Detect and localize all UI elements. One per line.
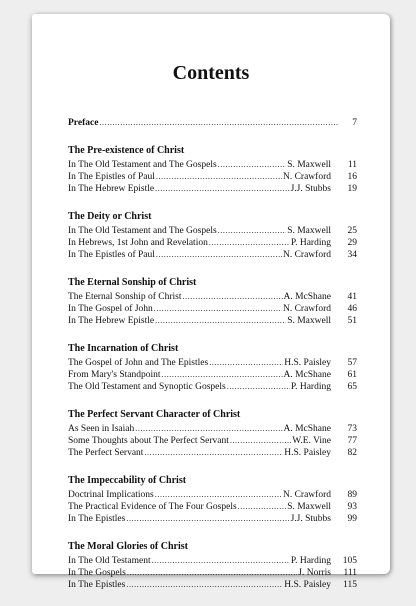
entry-title: Some Thoughts about The Perfect Servant (68, 436, 229, 446)
toc-row (68, 567, 357, 579)
toc-row (68, 291, 357, 303)
section-heading: The Eternal Sonship of Christ (68, 277, 197, 288)
toc-row (68, 579, 357, 591)
dot-leader (127, 567, 297, 579)
toc-section (68, 144, 357, 195)
toc-section (68, 540, 357, 591)
dot-leader (209, 237, 290, 249)
dot-leader (99, 117, 338, 129)
entry-title: In Hebrews, 1st John and Revelation (68, 238, 208, 248)
section-heading: The Deity or Christ (68, 211, 152, 222)
page-number: 77 (347, 436, 357, 446)
entry-author: N. Crawford (282, 304, 331, 314)
entry-title: In The Gospel of John (68, 304, 153, 314)
page-number: 41 (347, 292, 357, 302)
page-number: 16 (347, 172, 357, 182)
entry-author: S. Maxwell (287, 502, 331, 512)
entry-title: In The Old Testament and The Gospels (68, 226, 217, 236)
toc-row (68, 423, 357, 435)
dot-leader (154, 303, 282, 315)
toc-row (68, 381, 357, 393)
toc-row (68, 183, 357, 195)
toc-section (68, 474, 357, 525)
dot-leader (155, 315, 286, 327)
entry-author: J. Norris (298, 568, 331, 578)
preface-entry (68, 117, 357, 129)
dot-leader (155, 489, 282, 501)
table-of-contents (68, 117, 357, 606)
entry-author: A. McShane (283, 424, 331, 434)
entry-title: Doctrinal Implications (68, 490, 154, 500)
dot-leader (156, 171, 282, 183)
dot-leader (218, 225, 287, 237)
toc-section (68, 210, 357, 261)
page-number: 61 (347, 370, 357, 380)
toc-row (68, 435, 357, 447)
page-number: 11 (347, 160, 357, 170)
entry-author: P. Harding (290, 238, 331, 248)
dot-leader (230, 435, 291, 447)
toc-section (68, 408, 357, 459)
entry-title: From Mary's Standpoint (68, 370, 161, 380)
entry-title: The Eternal Sonship of Christ (68, 292, 182, 302)
page-number: 46 (347, 304, 357, 314)
entry-title: In The Epistles (68, 514, 126, 524)
entry-author: W.E. Vine (292, 436, 331, 446)
entry-title: The Gospel of John and The Epistles (68, 358, 209, 368)
entry-author: N. Crawford (282, 490, 331, 500)
toc-row (68, 249, 357, 261)
toc-row (68, 117, 357, 129)
entry-author: S. Maxwell (287, 316, 331, 326)
dot-leader (126, 513, 289, 525)
page-number: 99 (347, 514, 357, 524)
dot-leader (162, 369, 283, 381)
toc-row (68, 159, 357, 171)
entry-author: S. Maxwell (287, 226, 331, 236)
page-number: 115 (343, 580, 357, 590)
toc-row (68, 315, 357, 327)
page-number: 89 (347, 490, 357, 500)
entry-author: S. Maxwell (287, 160, 331, 170)
entry-author: H.S. Paisley (284, 580, 331, 590)
dot-leader (135, 423, 282, 435)
page-number: 65 (347, 382, 357, 392)
dot-leader (152, 555, 290, 567)
page-number: 51 (347, 316, 357, 326)
toc-row (68, 171, 357, 183)
dot-leader (218, 159, 287, 171)
section-heading: The Pre-existence of Christ (68, 145, 185, 156)
entry-author: A. McShane (283, 370, 331, 380)
page-number: 25 (347, 226, 357, 236)
page-number: 7 (352, 118, 357, 128)
dot-leader (126, 579, 283, 591)
entry-title: In The Old Testament (68, 556, 151, 566)
entry-title: The Perfect Servant (68, 448, 144, 458)
page-number: 19 (347, 184, 357, 194)
section-heading: The Impeccability of Christ (68, 475, 187, 486)
toc-section (68, 342, 357, 393)
toc-row (68, 225, 357, 237)
entry-title: The Old Testament and Synoptic Gospels (68, 382, 226, 392)
entry-author: J.J. Stubbs (290, 184, 331, 194)
section-heading: The Incarnation of Christ (68, 343, 179, 354)
dot-leader (156, 249, 282, 261)
toc-row (68, 489, 357, 501)
page-number: 73 (347, 424, 357, 434)
entry-author: N. Crawford (282, 250, 331, 260)
entry-title: As Seen in Isaiah (68, 424, 135, 434)
entry-author: P. Harding (290, 556, 331, 566)
toc-row (68, 513, 357, 525)
entry-author: P. Harding (290, 382, 331, 392)
toc-row (68, 501, 357, 513)
dot-leader (182, 291, 282, 303)
page-number: 82 (347, 448, 357, 458)
entry-title: In The Epistles of Paul (68, 172, 155, 182)
entry-title: In The Gospels (68, 568, 126, 578)
entry-title: In The Hebrew Epistle (68, 316, 155, 326)
book-page (32, 14, 390, 590)
dot-leader (238, 501, 287, 513)
toc-row (68, 447, 357, 459)
toc-row (68, 303, 357, 315)
entry-title: In The Old Testament and The Gospels (68, 160, 217, 170)
page-number: 111 (343, 568, 357, 578)
page-number: 34 (347, 250, 357, 260)
dot-leader (144, 447, 283, 459)
toc-section (68, 276, 357, 327)
toc-row (68, 357, 357, 369)
toc-row (68, 555, 357, 567)
entry-title: In The Epistles of Paul (68, 250, 155, 260)
entry-author: H.S. Paisley (284, 358, 331, 368)
toc-row (68, 237, 357, 249)
dot-leader (227, 381, 290, 393)
entry-author: A. McShane (283, 292, 331, 302)
entry-title: In The Hebrew Epistle (68, 184, 155, 194)
dot-leader (155, 183, 290, 195)
entry-title: The Practical Evidence of The Four Gospels (68, 502, 237, 512)
entry-author: H.S. Paisley (284, 448, 331, 458)
toc-row (68, 369, 357, 381)
entry-author: J.J. Stubbs (290, 514, 331, 524)
section-heading: The Perfect Servant Character of Christ (68, 409, 241, 420)
page-number: 57 (347, 358, 357, 368)
entry-title: In The Epistles (68, 580, 126, 590)
page-number: 105 (342, 556, 357, 566)
page-number: 29 (347, 238, 357, 248)
entry-author: N. Crawford (282, 172, 331, 182)
entry-title: Preface (68, 118, 99, 128)
dot-leader (209, 357, 283, 369)
page-title: Contents (172, 62, 250, 84)
page-number: 93 (347, 502, 357, 512)
section-heading: The Moral Glories of Christ (68, 541, 188, 552)
